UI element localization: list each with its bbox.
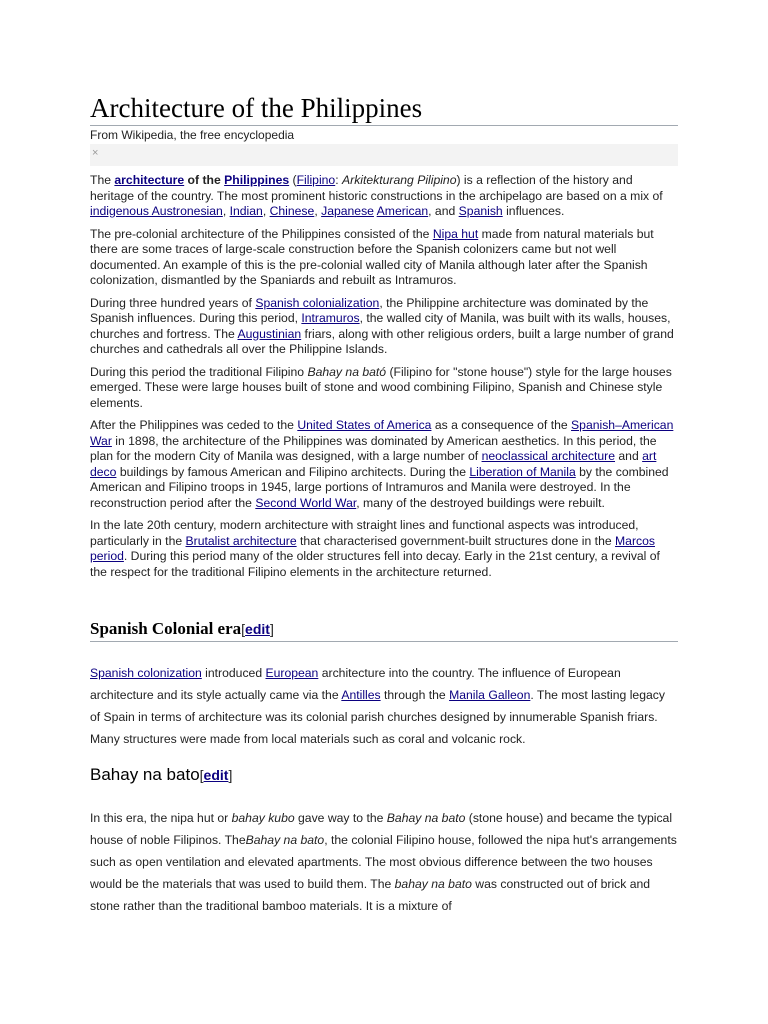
edit-link-bahay-na-bato[interactable]: edit bbox=[203, 767, 229, 783]
edit-link-wrapper: [edit] bbox=[241, 621, 274, 637]
section-heading-spanish-colonial-era: Spanish Colonial era[edit] bbox=[90, 618, 678, 642]
link-nipa-hut[interactable]: Nipa hut bbox=[432, 226, 479, 241]
link-european[interactable]: European bbox=[265, 666, 319, 680]
lead-paragraph-1: The architecture of the Philippines (Filipino: Arkitekturang Pilipino) is a reflection of the history and heritage of the country. The most prominent historic constructions in the archipelago are based on a mix of indigenous Austronesian, Indian, Chinese, Japanese American, and Spanish influences. bbox=[90, 173, 663, 218]
link-antilles[interactable]: Antilles bbox=[341, 688, 381, 702]
link-marcos-period[interactable]: Marcos period bbox=[90, 533, 655, 563]
link-spanish[interactable]: Spanish bbox=[458, 204, 503, 218]
link-spanish-american-war[interactable]: Spanish–American War bbox=[90, 418, 674, 448]
lead-paragraph-5: After the Philippines was ceded to the United States of America as a consequence of the Spanish–American War in 1898, the architecture of the Philippines was dominated by American aesthetics. In this period, the plan for the modern City of Manila was designed, with a large number of neoclassical architecture and art deco buildings by famous American and Filipino architects. During the Liberation of Manila by the combined American and Filipino troops in 1945, large portions of Intramuros and Manila were destroyed. In the reconstruction period after the Second World War, many of the destroyed buildings were rebuilt. bbox=[90, 418, 674, 510]
section-spanish-colonial-era bbox=[90, 662, 678, 750]
edit-link-spanish-colonial-era[interactable]: edit bbox=[245, 621, 270, 637]
link-art-deco[interactable]: art deco bbox=[90, 449, 657, 479]
link-augustinian[interactable]: Augustinian bbox=[237, 326, 302, 341]
edit-link-wrapper: [edit] bbox=[199, 767, 233, 783]
section-paragraph: In this era, the nipa hut or bahay kubo gave way to the Bahay na bato (stone house) and became the typical house of noble Filipinos. TheBahay na bato, the colonial Filipino house, followed the nipa hut's arrangements such as open ventilation and elevated apartments. The most obvious difference between the two houses would be the materials that was used to build them. The bahay na bato was constructed out of brick and stone rather than the traditional bamboo materials. It is a mixture of bbox=[90, 811, 677, 913]
lead-paragraph-2: The pre-colonial architecture of the Philippines consisted of the Nipa hut made from natural materials but there are some traces of large-scale construction before the Spanish colonizers came but not well documented. An example of this is the pre-colonial walled city of Manila although later after the Spanish colonization, dismantled by the Spaniards and rebuilt as Intramuros. bbox=[90, 226, 654, 287]
close-icon[interactable]: × bbox=[92, 147, 99, 159]
link-philippines[interactable]: Philippines bbox=[224, 173, 290, 187]
link-brutalist-architecture[interactable]: Brutalist architecture bbox=[185, 533, 297, 548]
link-spanish-colonization[interactable]: Spanish colonization bbox=[90, 666, 202, 680]
link-intramuros[interactable]: Intramuros bbox=[301, 311, 360, 325]
lead-paragraph-4: During this period the traditional Filipino Bahay na bató (Filipino for "stone house") style for the large houses emerged. These were large houses built of stone and wood combining Filipino, Spanish and Chinese style elements. bbox=[90, 364, 672, 410]
link-neoclassical-architecture[interactable]: neoclassical architecture bbox=[481, 449, 616, 463]
lead-paragraph-3: During three hundred years of Spanish colonialization, the Philippine architecture was dominated by the Spanish influences. During this period, Intramuros, the walled city of Manila, was built with its walls, houses, churches and fortress. The Augustinian friars, along with other religious orders, built a large number of grand churches and cathedrals all over the Philippine Islands. bbox=[90, 295, 674, 356]
section-bahay-na-bato bbox=[90, 807, 678, 917]
link-american[interactable]: American bbox=[376, 204, 429, 218]
link-japanese[interactable]: Japanese bbox=[321, 204, 374, 218]
link-spanish-colonialization[interactable]: Spanish colonialization bbox=[255, 295, 380, 310]
lead-section bbox=[90, 173, 678, 587]
page-title: Architecture of the Philippines bbox=[90, 92, 678, 126]
lead-paragraph-6: In the late 20th century, modern architecture with straight lines and functional aspects was introduced, particularly in the Brutalist architecture that characterised government-built structures done in the Marcos period. During this period many of the older structures fell into decay. Early in the 21st century, a revival of the respect for the traditional Filipino elements in the architecture returned. bbox=[90, 518, 660, 579]
notice-bar bbox=[90, 144, 678, 166]
link-manila-galleon[interactable]: Manila Galleon bbox=[449, 688, 531, 702]
link-architecture[interactable]: architecture bbox=[114, 173, 185, 187]
link-chinese[interactable]: Chinese bbox=[269, 204, 315, 218]
link-united-states[interactable]: United States of America bbox=[297, 418, 432, 432]
link-indigenous-austronesian[interactable]: indigenous Austronesian bbox=[90, 204, 223, 218]
section-paragraph: Spanish colonization introduced European architecture into the country. The influence of European architecture and its style actually came via the Antilles through the Manila Galleon. The most lasting legacy of Spain in terms of architecture was its colonial parish churches designed by innumerable Spanish friars. Many structures were made from local materials such as coral and volcanic rock. bbox=[90, 666, 665, 746]
section-heading-bahay-na-bato: Bahay na bato[edit] bbox=[90, 765, 233, 784]
link-second-world-war[interactable]: Second World War bbox=[255, 495, 357, 510]
link-filipino[interactable]: Filipino bbox=[296, 173, 336, 187]
site-tagline: From Wikipedia, the free encyclopedia bbox=[90, 128, 295, 142]
link-liberation-of-manila[interactable]: Liberation of Manila bbox=[469, 464, 576, 479]
link-indian[interactable]: Indian bbox=[229, 204, 263, 218]
